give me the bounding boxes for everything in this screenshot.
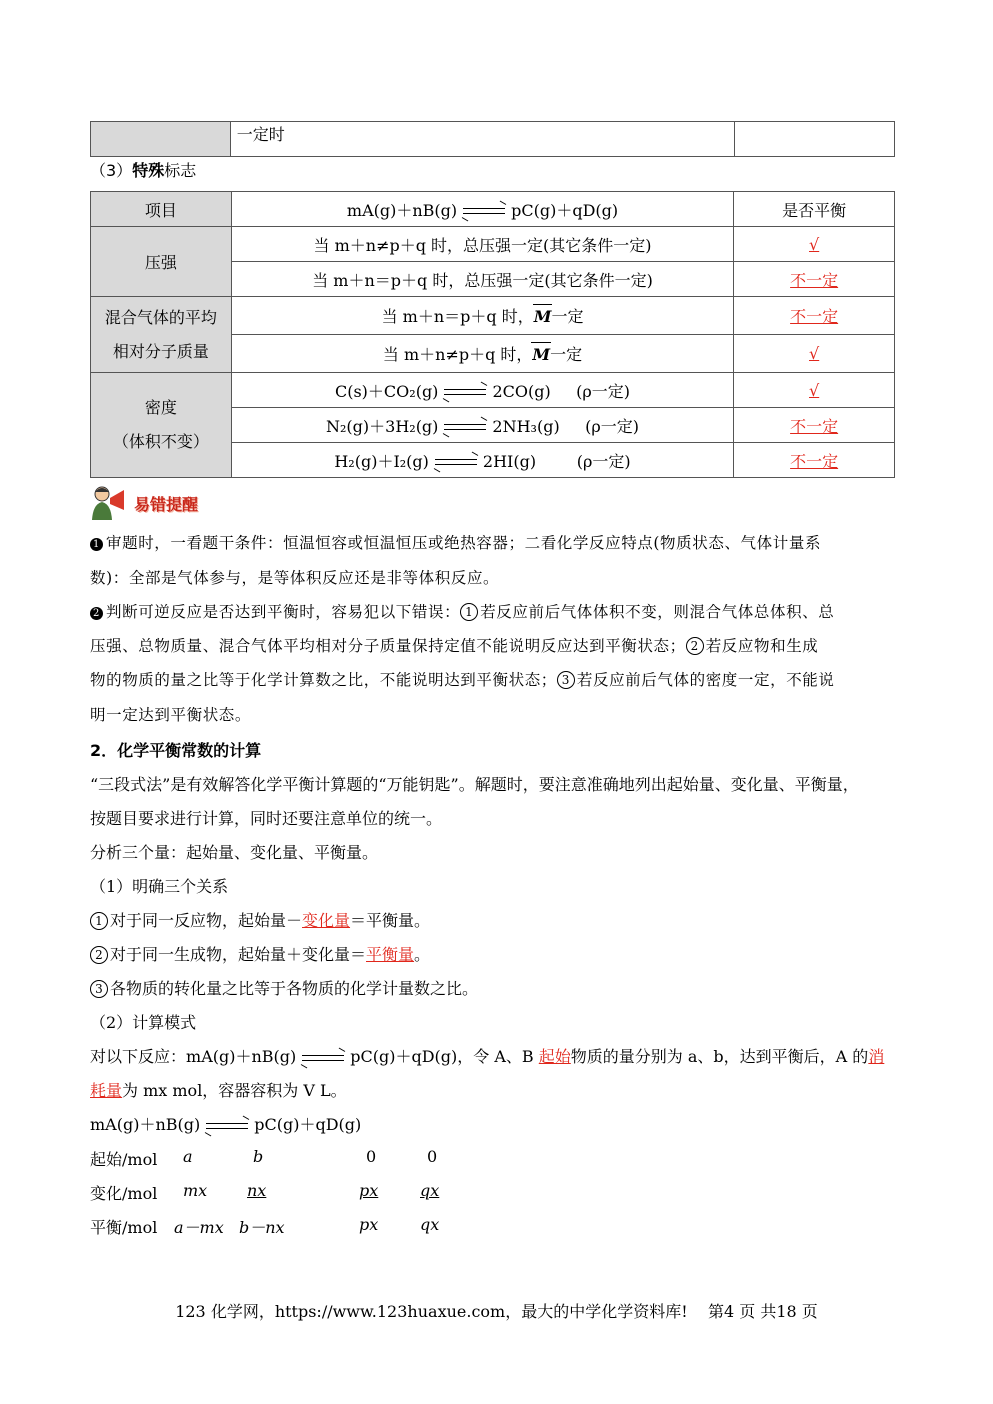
header-balance: 是否平衡 <box>734 192 895 227</box>
page-number: 第4 页 共18 页 <box>708 1302 818 1321</box>
equilibrium-arrow-icon <box>302 1053 344 1063</box>
relation-3: 3 各物质的转化量之比等于各物质的化学计量数之比。 <box>90 976 478 999</box>
stage-value: px <box>359 1181 379 1200</box>
stage-value: b－nx <box>239 1218 285 1237</box>
top-table <box>90 121 895 157</box>
note-2-line-4: 明一定达到平衡状态。 <box>90 706 252 724</box>
answer: 不一定 <box>734 408 895 443</box>
stage-label: 起始/mol <box>90 1150 158 1169</box>
sub-heading-2: （2）计算模式 <box>90 1013 197 1032</box>
note-2-line-2: 压强、总物质量、混合气体平均相对分子质量保持定值不能说明反应达到平衡状态； 2 若反应物和生成 <box>90 637 819 655</box>
condition: H₂(g)＋I₂(g) 2HI(g) (ρ一定) <box>231 443 733 478</box>
condition: 当 m＋n≠p＋q 时，总压强一定(其它条件一定) <box>231 227 733 262</box>
stage-value: qx <box>420 1181 440 1200</box>
teacher-megaphone-icon <box>90 484 132 520</box>
circled-1-icon: 1 <box>460 603 478 621</box>
equilibrium-arrow-icon <box>444 387 486 397</box>
condition: N₂(g)＋3H₂(g) 2NH₃(g) (ρ一定) <box>231 408 733 443</box>
note-1-line-2: 数)：全部是气体参与，是等体积反应还是非等体积反应。 <box>90 569 500 587</box>
relation-1: 1 对于同一反应物，起始量－变化量＝平衡量。 <box>90 908 430 931</box>
circled-1-icon: 1 <box>90 912 108 930</box>
page-footer <box>0 1299 993 1322</box>
special-heading: （3）特殊标志 <box>90 161 197 180</box>
condition: C(s)＋CO₂(g) 2CO(g) (ρ一定) <box>231 373 733 408</box>
note-1-line-1: 1 审题时，一看题干条件：恒温恒容或恒温恒压或绝热容器；二看化学反应特点(物质状态、气体计量系 <box>90 531 821 553</box>
mean-molar-mass-symbol: M <box>533 307 552 326</box>
answer: √ <box>734 335 895 373</box>
top-table-answer-cell <box>735 122 895 157</box>
answer: 不一定 <box>734 262 895 297</box>
para-2: 分析三个量：起始量、变化量、平衡量。 <box>90 843 379 862</box>
stage-value: a <box>183 1147 193 1166</box>
para-1-line-1: “三段式法”是有效解答化学平衡计算题的“万能钥匙”。解题时，要注意准确地列出起始量、变化量、平衡量， <box>90 775 859 794</box>
relation-2: 2 对于同一生成物，起始量＋变化量＝平衡量。 <box>90 942 430 965</box>
stage-value: 0 <box>366 1147 377 1166</box>
bullet-1-icon: 1 <box>90 538 103 551</box>
condition: 当 m＋n≠p＋q 时，M一定 <box>231 335 733 373</box>
sub-heading-1: （1）明确三个关系 <box>90 877 229 896</box>
bullet-2-icon: 2 <box>90 607 103 620</box>
equilibrium-arrow-icon <box>206 1121 248 1131</box>
equilibrium-arrow-icon <box>463 206 505 216</box>
warning-banner <box>90 484 230 520</box>
stage-value: qx <box>420 1215 440 1234</box>
stage-value: nx <box>247 1181 267 1200</box>
circled-2-icon: 2 <box>686 637 704 655</box>
stage-value: mx <box>183 1181 208 1200</box>
warning-title: 易错提醒 <box>134 495 199 514</box>
condition: 当 m＋n＝p＋q 时，总压强一定(其它条件一定) <box>231 262 733 297</box>
stage-value: b <box>253 1147 264 1166</box>
top-table-label-cell <box>91 122 231 157</box>
model-equation: mA(g)＋nB(g) pC(g)＋qD(g) <box>90 1115 362 1134</box>
stage-label: 变化/mol <box>90 1184 158 1203</box>
stage-value: 0 <box>427 1147 438 1166</box>
stage-value: a－mx <box>174 1218 224 1237</box>
para-1-line-2: 按题目要求进行计算，同时还要注意单位的统一。 <box>90 809 443 828</box>
note-2-line-1: 2 判断可逆反应是否达到平衡时，容易犯以下错误： 1 若反应前后气体体积不变，则混合气体总体积、总 <box>90 600 834 622</box>
answer: √ <box>734 373 895 408</box>
row-label-density: 密度 （体积不变） <box>91 373 232 478</box>
section-2-heading: 2．化学平衡常数的计算 <box>90 741 262 760</box>
answer: 不一定 <box>734 297 895 335</box>
header-item: 项目 <box>91 192 232 227</box>
answer: 不一定 <box>734 443 895 478</box>
header-equation: mA(g)＋nB(g) pC(g)＋qD(g) <box>231 192 733 227</box>
model-line-2: 耗量为 mx mol，容器容积为 V L。 <box>90 1081 347 1100</box>
row-label-molar-mass: 混合气体的平均 相对分子质量 <box>91 297 232 373</box>
note-2-line-3: 物的物质的量之比等于化学计算数之比，不能说明达到平衡状态； 3 若反应前后气体的密度一定，不能说 <box>90 671 835 689</box>
top-table-cell: 一定时 <box>230 122 735 157</box>
mean-molar-mass-symbol: M <box>532 345 551 364</box>
circled-3-icon: 3 <box>557 671 575 689</box>
model-line-1: 对以下反应：mA(g)＋nB(g) pC(g)＋qD(g)，令 A、B 起始物质的量分别为 a、b，达到平衡后，A 的消 <box>90 1047 885 1066</box>
stage-value: px <box>359 1215 379 1234</box>
footer-text: 123 化学网，https://www.123huaxue.com，最大的中学化学资料库! <box>175 1302 688 1321</box>
equilibrium-arrow-icon <box>444 422 486 432</box>
equilibrium-arrow-icon <box>435 457 477 467</box>
special-marks-table <box>90 191 895 478</box>
circled-2-icon: 2 <box>90 946 108 964</box>
circled-3-icon: 3 <box>90 980 108 998</box>
answer: √ <box>734 227 895 262</box>
stage-label: 平衡/mol <box>90 1218 158 1237</box>
condition: 当 m＋n＝p＋q 时，M一定 <box>231 297 733 335</box>
row-label-pressure: 压强 <box>91 227 232 297</box>
